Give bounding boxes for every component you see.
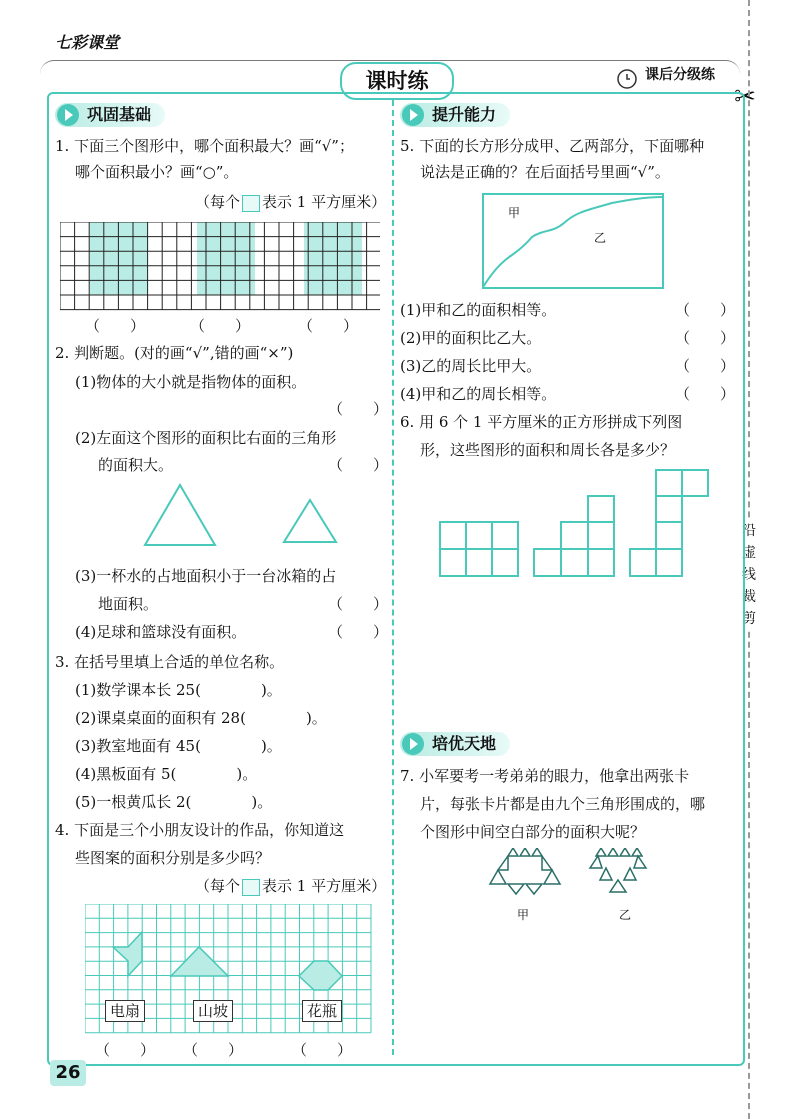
q5-option2: (2)甲的面积比乙大。: [400, 329, 542, 347]
unit-square-icon: [242, 879, 260, 896]
brand-logo: 七彩课堂: [55, 33, 120, 52]
q4-answer-2[interactable]: （ ）: [183, 1041, 244, 1059]
q3-item4: (4)黑板面有 5( )。: [75, 765, 258, 783]
q5-option1: (1)甲和乙的面积相等。: [400, 301, 557, 319]
q5-option3: (3)乙的周长比甲大。: [400, 357, 542, 375]
q7-yi: 乙: [619, 908, 632, 922]
q2-title: 2. 判断题。(对的画“√”,错的画“×”): [55, 344, 294, 362]
q2-item4-answer[interactable]: （ ）: [328, 623, 389, 641]
clock-icon: [615, 66, 639, 90]
column-divider: [392, 100, 394, 1055]
q7-jia: 甲: [517, 908, 530, 922]
label-hill: 山坡: [193, 1000, 233, 1022]
q3-title: 3. 在括号里填上合适的单位名称。: [55, 653, 285, 671]
q2-item2-b: 的面积大。: [98, 456, 174, 474]
header-tag: 课后分级练: [645, 67, 715, 83]
q7-line2: 片，每张卡片都是由九个三角形围成的，哪: [420, 795, 706, 813]
q4-note: （每个 表示 1 平方厘米）: [195, 877, 387, 895]
q7-line1: 7. 小军要考一考弟弟的眼力，他拿出两张卡: [400, 767, 690, 785]
label-fan: 电扇: [105, 1000, 145, 1022]
section-excel-label: 培优天地: [432, 734, 497, 753]
q5-option4-answer[interactable]: （ ）: [675, 385, 736, 403]
q2-item4: (4)足球和篮球没有面积。: [75, 623, 247, 641]
q6-figures: [438, 468, 713, 580]
play-icon: [402, 104, 424, 126]
section-basic: [55, 103, 165, 127]
section-excel: [400, 732, 510, 756]
q7-triangle-cards: [488, 848, 668, 898]
q1-figure-fill: [90, 222, 148, 295]
q5-option3-answer[interactable]: （ ）: [675, 357, 736, 375]
q1-line1: 1. 下面三个图形中，哪个面积最大？画“√”；: [55, 137, 354, 155]
q6-line1: 6. 用 6 个 1 平方厘米的正方形拼成下列图: [400, 413, 683, 431]
q5-jia: 甲: [508, 206, 521, 220]
q4-answer-1[interactable]: （ ）: [95, 1041, 156, 1059]
q2-item1: (1)物体的大小就是指物体的面积。: [75, 373, 307, 391]
q1-note: （每个 表示 1 平方厘米）: [195, 193, 387, 211]
vase-shape: [299, 961, 342, 990]
q2-item3-b: 地面积。: [98, 595, 159, 613]
q5-line1: 5. 下面的长方形分成甲、乙两部分，下面哪种: [400, 137, 705, 155]
q2-item3-a: (3)一杯水的占地面积小于一台冰箱的占: [75, 567, 337, 585]
q7-line3: 个图形中间空白部分的面积大呢？: [420, 823, 646, 841]
q1-grid-figures: [60, 222, 380, 312]
q4-line2: 些图案的面积分别是多少吗？: [75, 849, 271, 867]
scissors-icon: ✂: [734, 82, 756, 112]
section-basic-label: 巩固基础: [87, 105, 152, 124]
cut-label: 沿虚线裁剪: [740, 520, 758, 630]
label-vase: 花瓶: [302, 1000, 342, 1022]
q5-line2: 说法是正确的？在后面括号里画“√”。: [420, 163, 670, 181]
q6-line2: 形，这些图形的面积和周长各是多少？: [420, 441, 676, 459]
q5-option2-answer[interactable]: （ ）: [675, 329, 736, 347]
page-title: 课时练: [340, 62, 454, 100]
q5-option1-answer[interactable]: （ ）: [675, 301, 736, 319]
q3-item1: (1)数学课本长 25( )。: [75, 681, 282, 699]
play-icon: [402, 733, 424, 755]
q3-item5: (5)一根黄瓜长 2( )。: [75, 793, 273, 811]
q3-item2: (2)课桌桌面的面积有 28( )。: [75, 709, 327, 727]
q1-answer-1[interactable]: （ ）: [85, 317, 146, 335]
section-improve-label: 提升能力: [432, 105, 497, 124]
q5-yi: 乙: [594, 231, 607, 245]
section-improve: [400, 103, 510, 127]
q2-item1-answer[interactable]: （ ）: [328, 400, 389, 418]
q1-answer-2[interactable]: （ ）: [190, 317, 251, 335]
q5-option4: (4)甲和乙的周长相等。: [400, 385, 557, 403]
q4-answer-3[interactable]: （ ）: [292, 1041, 353, 1059]
q4-line1: 4. 下面是三个小朋友设计的作品，你知道这: [55, 821, 345, 839]
unit-square-icon: [242, 195, 260, 212]
q1-line2: 哪个面积最小？画“○”。: [75, 163, 239, 181]
q2-item2-answer[interactable]: （ ）: [328, 456, 389, 474]
page-number: 26: [50, 1060, 86, 1086]
q2-item2-a: (2)左面这个图形的面积比右面的三角形: [75, 429, 337, 447]
q2-item3-answer[interactable]: （ ）: [328, 595, 389, 613]
q1-figure-fill: [304, 222, 362, 295]
q1-answer-3[interactable]: （ ）: [298, 317, 359, 335]
q2-triangles: [140, 480, 350, 550]
play-icon: [57, 104, 79, 126]
q3-item3: (3)教室地面有 45( )。: [75, 737, 282, 755]
